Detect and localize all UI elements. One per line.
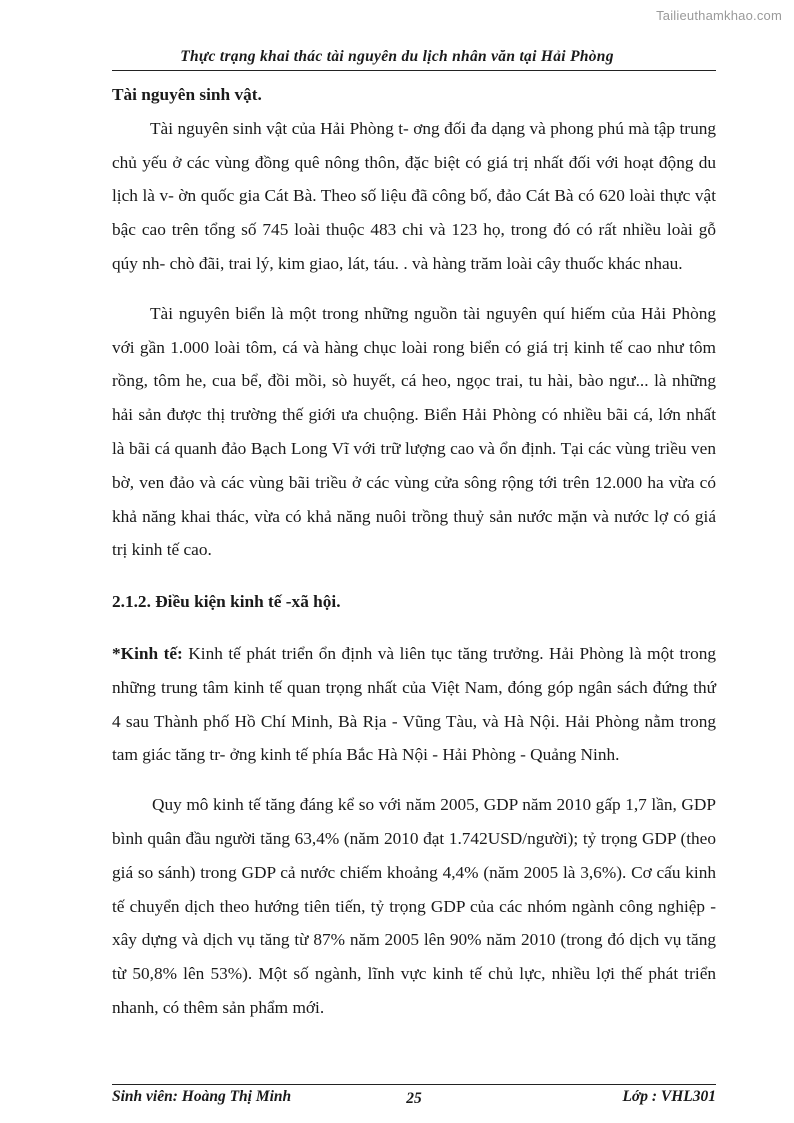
economy-text: Kinh tế phát triển ổn định và liên tục tăng trưởng. Hải Phòng là một trong những trung tâm kinh tế quan trọng nhất của Việt Nam, đóng góp ngân sách đứng thứ 4 sau Thành phố Hồ Chí Minh, Bà Rịa - Vũng Tàu, và Hà Nội. Hải Phòng nằm trong tam giác tăng tr- ởng kinh tế phía Bắc Hà Nội - Hải Phòng - Quảng Ninh.: [112, 643, 717, 765]
header-rule: [112, 70, 716, 71]
footer-page-number: 25: [406, 1090, 422, 1107]
paragraph-marine-resources: Tài nguyên biển là một trong những nguồn tài nguyên quí hiếm của Hải Phòng với gần 1.000 loài tôm, cá và hàng chục loài rong biển có giá trị kinh tế cao như tôm rồng, tôm he, cua bể, đồi mồi, sò huyết, cá heo, ngọc trai, tu hài, bào ngư... là những hải sản được thị trường thế giới ưa chuộng. Biển Hải Phòng có nhiều bãi cá, lớn nhất là bãi cá quanh đảo Bạch Long Vĩ với trữ lượng cao và ổn định. Tại các vùng triều ven bờ, ven đảo và các vùng bãi triều ở các vùng cửa sông rộng tới trên 12.000 ha vừa có khả năng khai thác, vừa có khả năng nuôi trồng thuỷ sản nước mặn và nước lợ có giá trị kinh tế cao.: [112, 303, 716, 560]
footer-class: Lớp : VHL301: [622, 1088, 716, 1105]
footer-student-name: Sinh viên: Hoàng Thị Minh: [112, 1088, 292, 1105]
paragraph-economic-scale: Quy mô kinh tế tăng đáng kể so với năm 2005, GDP năm 2010 gấp 1,7 lần, GDP bình quân đầu người tăng 63,4% (năm 2010 đạt 1.742USD/người); tỷ trọng GDP (theo giá so sánh) trong GDP cả nước chiếm khoảng 4,4% (năm 2005 là 3,6%). Cơ cấu kinh tế chuyển dịch theo hướng tiên tiến, tỷ trọng GDP của các nhóm ngành công nghiệp - xây dựng và dịch vụ tăng từ 87% năm 2005 lên 90% năm 2010 (trong đó dịch vụ tăng từ 50,8% lên 53%). Một số ngành, lĩnh vực kinh tế chủ lực, nhiều lợi thế phát triển nhanh, có thêm sản phẩm mới.: [112, 795, 716, 1017]
paragraph-bio-resources: Tài nguyên sinh vật của Hải Phòng t- ơng đối đa dạng và phong phú mà tập trung chủ yếu ở các vùng đồng quê nông thôn, đặc biệt có giá trị nhất đối với hoạt động du lịch là v- ờn quốc gia Cát Bà. Theo số liệu đã công bố, đảo Cát Bà có 620 loài thực vật bậc cao trên tổng số 745 loài thuộc 483 chi và 123 họ, trong đó có rất nhiều loài gỗ qúy nh- chò đãi, trai lý, kim giao, lát, táu. . và hàng trăm loài cây thuốc khác nhau.: [112, 118, 716, 273]
paragraph-economy: [112, 637, 716, 772]
document-body: [112, 78, 716, 1025]
running-header: Thực trạng khai thác tài nguyên du lịch nhân văn tại Hải Phòng: [180, 48, 614, 65]
footer-rule: [112, 1084, 716, 1085]
heading-bio-resources: Tài nguyên sinh vật.: [112, 85, 262, 104]
economy-label: *Kinh tế:: [112, 643, 183, 663]
page-footer: [112, 1088, 716, 1110]
heading-section-2-1-2: 2.1.2. Điều kiện kinh tế -xã hội.: [112, 592, 341, 612]
watermark-text: Tailieuthamkhao.com: [656, 8, 782, 23]
